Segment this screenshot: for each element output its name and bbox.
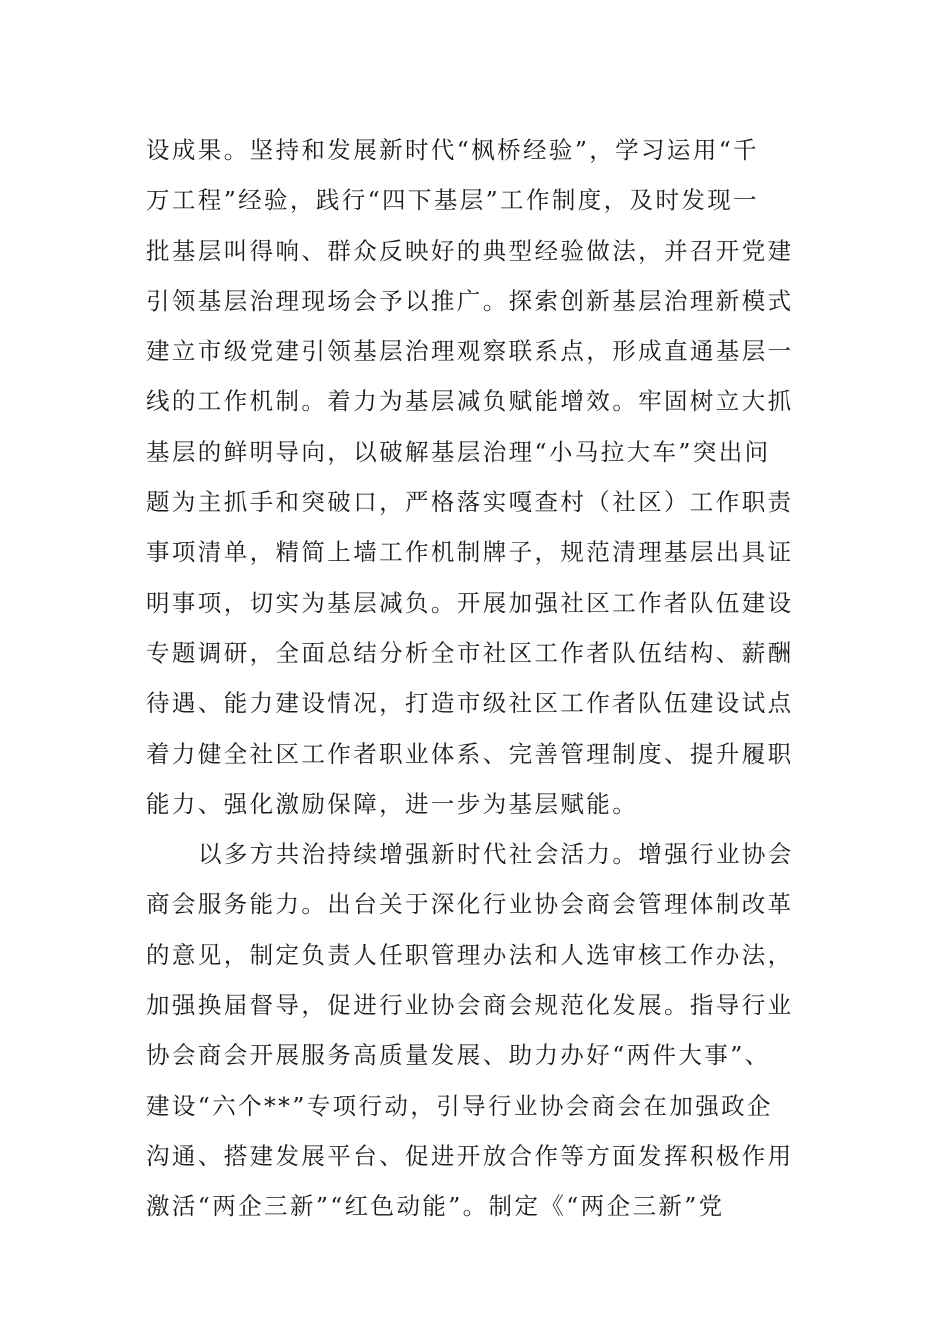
text-line: 事项清单，精简上墙工作机制牌子，规范清理基层出具证: [146, 538, 794, 567]
paragraph-start-line: 以多方共治持续增强新时代社会活力。增强行业协会: [198, 840, 794, 869]
text-line: 万工程”经验，践行“四下基层”工作制度，及时发现一: [146, 186, 760, 215]
text-line: 明事项，切实为基层减负。开展加强社区工作者队伍建设: [146, 588, 794, 617]
text-line: 能力、强化激励保障，进一步为基层赋能。: [146, 789, 639, 818]
text-line: 题为主抓手和突破口，严格落实嘎查村（社区）工作职责: [146, 488, 794, 517]
text-line: 商会服务能力。出台关于深化行业协会商会管理体制改革: [146, 890, 794, 919]
text-line: 沟通、搭建发展平台、促进开放合作等方面发挥积极作用: [146, 1141, 794, 1170]
text-line: 设成果。坚持和发展新时代“枫桥经验”，学习运用“千: [146, 136, 760, 164]
text-line: 基层的鲜明导向，以破解基层治理“小马拉大车”突出问: [146, 437, 771, 466]
text-line: 激活“两企三新”“红色动能”。制定《“两企三新”党: [146, 1192, 725, 1221]
text-line: 引领基层治理现场会予以推广。探索创新基层治理新模式: [146, 286, 794, 315]
text-line: 协会商会开展服务高质量发展、助力办好“两件大事”、: [146, 1041, 771, 1070]
text-line: 建设“六个**”专项行动，引导行业协会商会在加强政企: [146, 1091, 773, 1120]
body-text: [146, 125, 806, 1232]
text-line: 加强换届督导，促进行业协会商会规范化发展。指导行业: [146, 991, 794, 1020]
text-line: 待遇、能力建设情况，打造市级社区工作者队伍建设试点: [146, 689, 794, 718]
text-line: 专题调研，全面总结分析全市社区工作者队伍结构、薪酬: [146, 638, 794, 667]
text-line: 着力健全社区工作者职业体系、完善管理制度、提升履职: [146, 739, 794, 768]
text-line: 线的工作机制。着力为基层减负赋能增效。牢固树立大抓: [146, 387, 794, 416]
text-line: 批基层叫得响、群众反映好的典型经验做法，并召开党建: [146, 236, 794, 265]
text-line: 建立市级党建引领基层治理观察联系点，形成直通基层一: [146, 337, 794, 366]
text-line: 的意见，制定负责人任职管理办法和人选审核工作办法，: [146, 940, 794, 969]
